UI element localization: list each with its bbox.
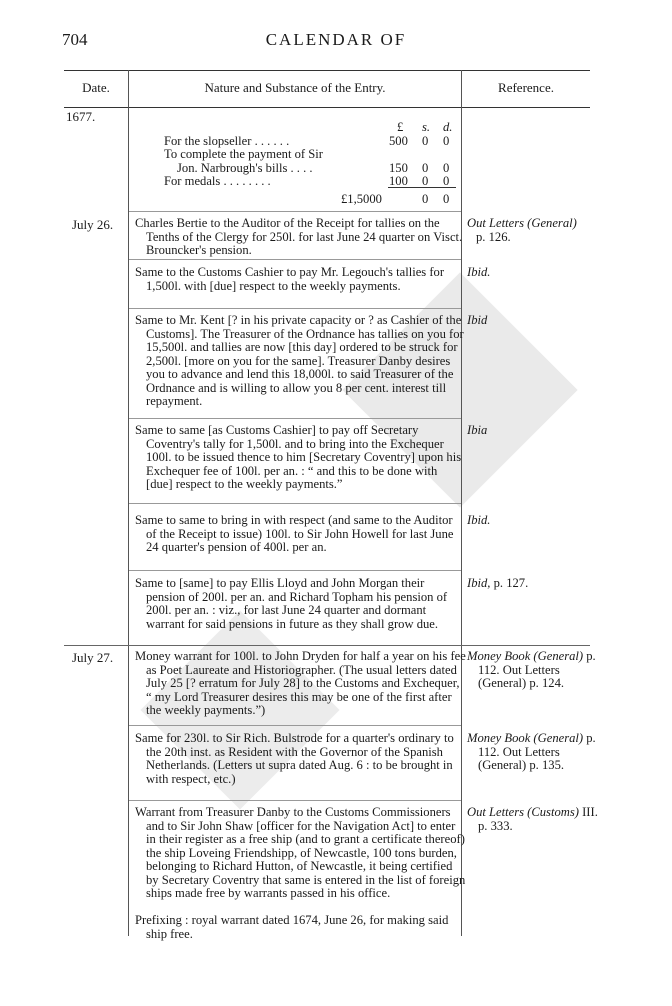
row-divider [64, 645, 590, 646]
entry-reference: Ibid [467, 313, 488, 327]
entry-reference: Ibia [467, 423, 488, 437]
entry-text: Same to the Customs Cashier to pay Mr. Legouch's tallies for 1,500l. with [due] respect to the weekly payments. [135, 265, 445, 293]
account-line: For medals . . . . . . . . 100 0 0 [164, 174, 450, 188]
entry-date: July 27. [72, 650, 114, 665]
account-line: For the slopseller . . . . . . 500 0 0 [164, 133, 450, 148]
entry-text: Charles Bertie to the Auditor of the Receipt for tallies on the Tenths of the Clergy for 250l. for last June 24 quarter on Visct. Brouncker's pension. [135, 216, 463, 257]
table-top-rule [64, 70, 590, 71]
row-divider [129, 570, 461, 571]
entry-note: Prefixing : royal warrant dated 1674, June 26, for making said ship free. [135, 913, 449, 941]
pounds-header: £ [397, 120, 404, 134]
entry-text: Money warrant for 100l. to John Dryden for half a year on his fee as Poet Laureate and Historiographer. (The usual letters dated July 25 [? erratum for July 28] to the Customs and Exchequer, “ my Lord Treasurer desires this may be one of the first after the weekly payments.”) [135, 649, 466, 717]
account-total: £1,5000 0 0 [341, 192, 450, 206]
column-header-reference: Reference. [498, 80, 554, 95]
shillings-header: s. [422, 120, 431, 134]
row-divider [129, 725, 461, 726]
pence-header: d. [443, 120, 453, 134]
entry-text: Warrant from Treasurer Danby to the Customs Commissioners and to Sir John Shaw [officer for the Navigation Act] to enter in their register as a free ship (and to grant a certificate thereof) the ship Loveing Friendshipp, of Newcastle, 100 tons burden, belonging to Richard Hutton, of Newcastle, it being certified by Secretary Coventry that same is entered in the list of foreign ships made free by warrants passed in his office. [135, 805, 466, 900]
entry-reference: Out Letters (Customs) III. p. 333. [467, 805, 598, 833]
currency-header [160, 121, 458, 135]
row-divider [129, 308, 461, 309]
entry-text: Same to [same] to pay Ellis Lloyd and John Morgan their pension of 200l. per an. and Richard Topham his pension of 200l. per an. : viz., for last June 24 quarter and dormant warrant for said pensions in future as they shall grow due. [135, 576, 448, 631]
entry-reference: Money Book (General) p. 112. Out Letters (General) p. 124. [467, 649, 596, 690]
row-divider [129, 800, 461, 801]
row-divider [129, 418, 461, 419]
row-divider [129, 211, 461, 212]
entry-reference: Ibid. [467, 265, 491, 279]
account-line: Jon. Narbrough's bills . . . . 150 0 0 [177, 160, 450, 175]
entry-text: Same to same to bring in with respect (and same to the Auditor of the Receipt to issue) 100l. to Sir John Howell for last June 24 quarter's pension of 400l. per an. [135, 513, 454, 554]
entry-text: Same for 230l. to Sir Rich. Bulstrode for a quarter's ordinary to the 20th inst. as Resident with the Governor of the Spanish Netherlands. (Letters ut supra dated Aug. 6 : to be brought in with respect, etc.) [135, 731, 454, 786]
entry-text: Same to Mr. Kent [? in his private capacity or ? as Cashier of the Customs]. The Treasurer of the Ordnance has tallies on you for 15,500l. and tallies are now [this day] ordered to be struck for 2,500l. [more on you for the same]. Treasurer Danby desires you to advance and lend this 18,000l. to said Treasurer of the Ordnance and is willing to allow you 8 per cent. interest till repayment. [135, 313, 464, 408]
account-block [160, 121, 458, 189]
column-header-nature: Nature and Substance of the Entry. [204, 80, 386, 95]
year-label: 1677. [66, 109, 96, 124]
page-number: 704 [62, 30, 88, 49]
entry-reference: Ibid, p. 127. [467, 576, 529, 590]
row-divider [129, 503, 461, 504]
column-header-date: Date. [82, 80, 110, 95]
entry-date: July 26. [72, 217, 114, 232]
entry-text: Same to same [as Customs Cashier] to pay off Secretary Coventry's tally for 1,500l. and to bring into the Exchequer 100l. to be issued thence to him [Secretary Coventry] upon his Exchequer fee of 100l. per an. : “ and this to be done with [due] respect to the weekly payments.” [135, 423, 462, 491]
entry-reference: Ibid. [467, 513, 491, 527]
running-title: CALENDAR OF [265, 30, 407, 49]
row-divider [129, 259, 461, 260]
subtotal-rule [388, 187, 456, 188]
account-line: To complete the payment of Sir [164, 147, 323, 161]
entry-reference: Out Letters (General) p. 126. [467, 216, 577, 244]
entry-reference: Money Book (General) p. 112. Out Letters (General) p. 135. [467, 731, 596, 772]
table-header-rule [64, 107, 590, 108]
